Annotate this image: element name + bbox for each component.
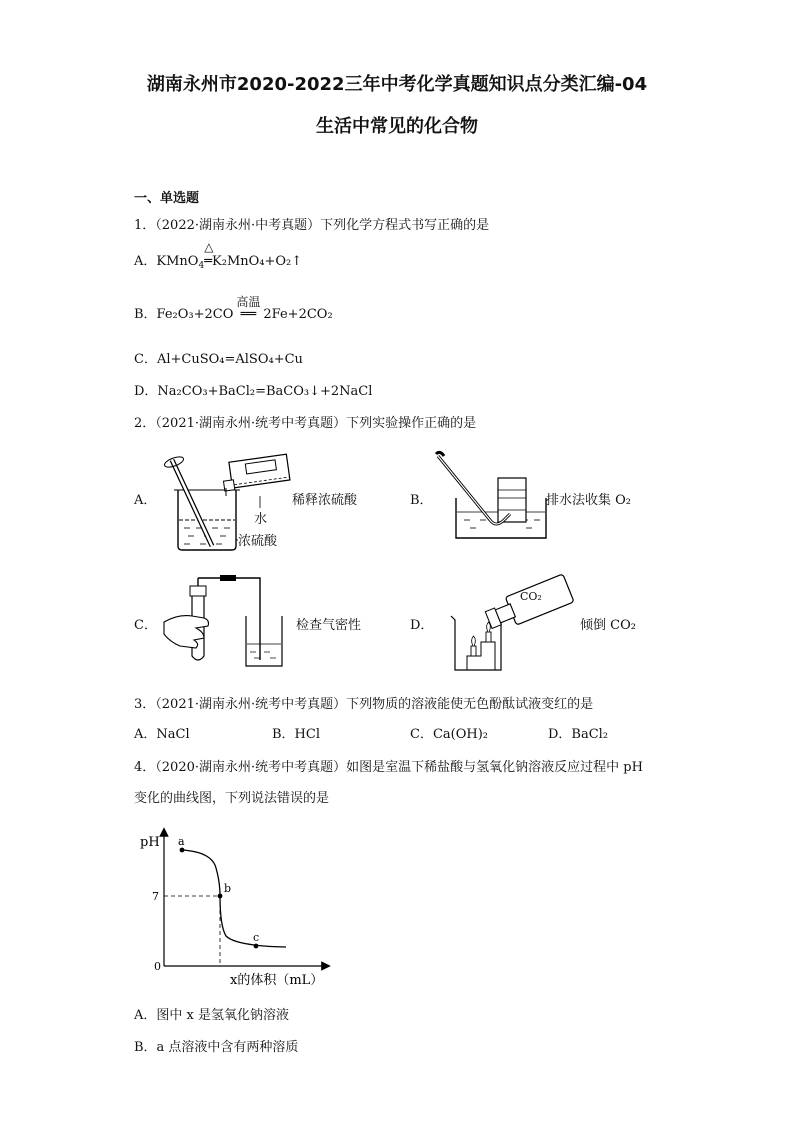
- q2-d-label: 倾倒 CO₂: [580, 618, 636, 633]
- x-axis-label: x的体积（mL）: [230, 973, 324, 988]
- q1-b-condition: 高温 ══: [236, 295, 261, 322]
- q2-c-label: 检查气密性: [296, 618, 362, 633]
- point-c-label: c: [253, 931, 260, 944]
- q4-option-b[interactable]: B．a 点溶液中含有两种溶质: [134, 1040, 299, 1055]
- q3-option-b[interactable]: B．HCl: [272, 727, 320, 742]
- q1-option-c[interactable]: C．Al+CuSO₄=AlSO₄+Cu: [134, 352, 303, 367]
- q1-option-b[interactable]: [134, 295, 333, 322]
- q2-c-airtightness-diagram: [160, 572, 290, 672]
- origin-label: 0: [154, 960, 161, 973]
- q2-a-water-label: 水: [254, 512, 268, 527]
- q2-a-dilution-diagram: [160, 448, 300, 558]
- q2-a-acid-label: 浓硫酸: [238, 534, 278, 549]
- y-tick-7: 7: [152, 890, 159, 903]
- point-b: [218, 894, 223, 899]
- point-a-label: a: [178, 835, 185, 848]
- section-heading: 一、单选题: [134, 191, 200, 206]
- q2-a-label: 稀释浓硫酸: [292, 493, 358, 508]
- q3-option-d[interactable]: D．BaCl₂: [548, 727, 609, 742]
- q3-stem: 3．（2021·湖南永州·统考中考真题）下列物质的溶液能使无色酚酞试液变红的是: [134, 697, 594, 712]
- q1-b-rest: 2Fe+2CO₂: [263, 307, 333, 322]
- q2-b-label: 排水法收集 O₂: [546, 493, 632, 508]
- page-title-line2: 生活中常见的化合物: [316, 116, 478, 137]
- q1-stem: 1．（2022·湖南永州·中考真题）下列化学方程式书写正确的是: [134, 218, 490, 233]
- q1-option-a[interactable]: A．KMnO$_4$ △ ═K₂MnO₄+O₂↑: [134, 240, 303, 271]
- q2-c-letter[interactable]: C．: [134, 618, 157, 633]
- q2-stem: 2．（2021·湖南永州·统考中考真题）下列实验操作正确的是: [134, 416, 477, 431]
- q1-option-d[interactable]: D．Na₂CO₃+BaCl₂=BaCO₃↓+2NaCl: [134, 384, 373, 399]
- q2-d-letter[interactable]: D．: [410, 618, 434, 633]
- q2-a-letter[interactable]: A．: [134, 493, 157, 508]
- q4-stem-line2: 变化的曲线图，下列说法错误的是: [134, 791, 330, 806]
- q1-a-rest: K₂MnO₄+O₂↑: [212, 254, 303, 269]
- q4-stem-line1: 4．（2020·湖南永州·统考中考真题）如图是室温下稀盐酸与氢氧化钠溶液反应过程中 pH: [134, 760, 643, 775]
- q2-d-pour-co2-diagram: [445, 566, 575, 676]
- point-c: [254, 944, 259, 949]
- point-b-label: b: [224, 882, 232, 895]
- q2-b-gas-collection-diagram: [430, 450, 550, 550]
- y-axis-label: pH: [140, 835, 160, 850]
- q1-b-prefix: B．Fe₂O₃+2CO: [134, 307, 234, 322]
- q2-b-letter[interactable]: B．: [410, 493, 433, 508]
- q2-d-bottle-label: CO₂: [520, 590, 542, 603]
- page-title-line1: 湖南永州市2020-2022三年中考化学真题知识点分类汇编-04: [146, 74, 648, 95]
- q3-option-a[interactable]: A．NaCl: [134, 727, 190, 742]
- q4-option-a[interactable]: A．图中 x 是氢氧化钠溶液: [134, 1008, 289, 1023]
- q1-a-prefix: A．KMnO: [134, 254, 199, 269]
- q1-a-condition: △ ═: [204, 240, 214, 269]
- ph-curve: [182, 850, 286, 947]
- q4-ph-chart: [140, 828, 340, 988]
- point-a: [180, 848, 185, 853]
- q3-option-c[interactable]: C．Ca(OH)₂: [410, 727, 488, 742]
